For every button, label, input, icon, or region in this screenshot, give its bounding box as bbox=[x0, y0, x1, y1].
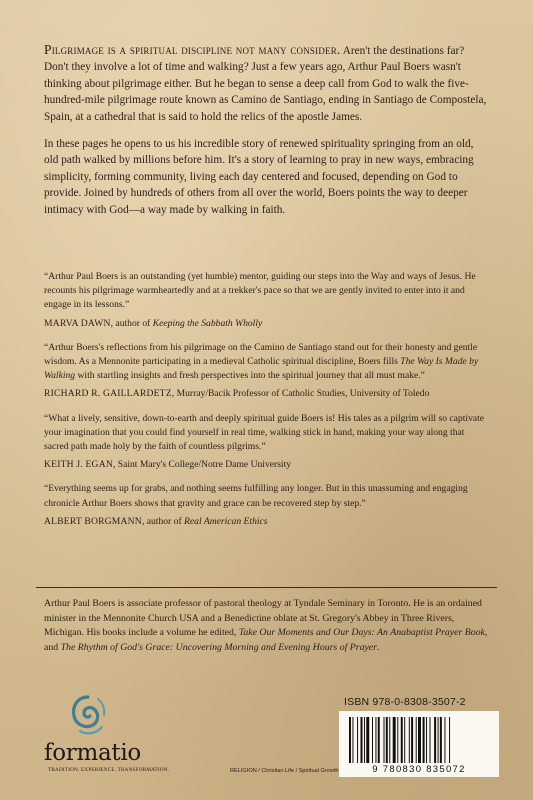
barcode-bar bbox=[449, 717, 450, 763]
endorsement-attribution bbox=[44, 515, 488, 529]
barcode-bar bbox=[393, 717, 396, 763]
endorser-work: Keeping the Sabbath Wholly bbox=[152, 317, 263, 329]
endorsement bbox=[44, 341, 488, 402]
barcode-bar bbox=[372, 717, 373, 763]
endorsement-text-part: with startling insights and fresh perspectives into the spiritual journey that all must make.” bbox=[75, 370, 425, 382]
endorsement-text: “Arthur Paul Boers is an outstanding (yet humble) mentor, guiding our steps into the Way and ways of Jesus. He recounts his pilgrimage warmheartedly and at a trekker's pace so that we are gently invited to enter into it and engage in its lessons.” bbox=[44, 271, 476, 311]
barcode-bar bbox=[378, 717, 380, 763]
barcode-icon bbox=[347, 717, 491, 763]
barcode-bar bbox=[418, 717, 421, 763]
barcode-bar bbox=[386, 717, 388, 763]
barcode-bar bbox=[389, 717, 390, 763]
barcode-bar bbox=[423, 717, 425, 763]
endorsement-attribution bbox=[44, 387, 488, 401]
endorsements bbox=[44, 270, 488, 539]
endorser-role: , Saint Mary's College/Notre Dame University bbox=[112, 459, 292, 471]
endorsement bbox=[44, 482, 488, 529]
barcode-bar bbox=[366, 717, 369, 763]
barcode-bar bbox=[438, 717, 439, 763]
barcode-bar bbox=[404, 717, 405, 763]
bio-text: . bbox=[376, 641, 380, 653]
barcode-digits: 9 780830 835072 bbox=[372, 764, 466, 775]
endorser-role: , Murray/Bacik Professor of Catholic Studies, University of Toledo bbox=[171, 388, 430, 400]
endorsement-text: “Everything seems up for grabs, and nothing seems fulfilling any longer. But in this unassuming and engaging chronicle Arthur Boers shows that gravity and grace can be recovered step by step.” bbox=[44, 483, 468, 509]
barcode-bar bbox=[375, 717, 376, 763]
intro-paragraph-1 bbox=[44, 42, 488, 125]
barcode-bar bbox=[364, 717, 365, 763]
endorser-role: , author of bbox=[110, 317, 153, 329]
barcode-bar bbox=[444, 717, 445, 763]
logo-wordmark: formatio bbox=[44, 740, 141, 766]
barcode-bar bbox=[409, 717, 410, 763]
barcode-bar bbox=[357, 717, 358, 763]
barcode-bar bbox=[411, 717, 413, 763]
isbn-label: ISBN 978-0-8308-3507-2 bbox=[344, 696, 466, 708]
endorsement-text-part: “Arthur Boers's reflections from his pilgrimage on the Camino de Santiago stand out for their honesty and gentle wisdom. As a Mennonite participating in a medieval Catholic spiritual discipline, Boers fills bbox=[44, 341, 478, 368]
barcode-bar bbox=[401, 717, 403, 763]
endorser-name: ALBERT BORGMANN bbox=[44, 515, 142, 527]
category-label: RELIGION / Christian Life / Spiritual Growth bbox=[230, 768, 339, 774]
bio-text: , and bbox=[44, 627, 488, 653]
author-bio bbox=[44, 597, 488, 655]
endorser-name: KEITH J. EGAN bbox=[44, 459, 113, 471]
barcode-bar bbox=[352, 717, 353, 763]
barcode-bar bbox=[384, 717, 385, 763]
barcode-bar bbox=[434, 717, 436, 763]
endorsement bbox=[44, 270, 488, 331]
barcode-bar bbox=[397, 717, 398, 763]
barcode-bar bbox=[361, 717, 363, 763]
barcode-bar bbox=[349, 717, 351, 763]
endorsement-text: “What a lively, sensitive, down-to-earth and deeply spiritual guide Boers is! His tales as a pilgrim will so captivate your imagination that you could find yourself in real time, walking stick in hand, making your way along that sacred path made holy by the faith of countless pilgrims.” bbox=[44, 412, 485, 453]
intro-section bbox=[44, 42, 488, 229]
book-title: The Way Is Made by Walking bbox=[44, 356, 479, 382]
endorser-name: RICHARD R. GAILLARDETZ bbox=[44, 388, 172, 400]
bio-book-title: Take Our Moments and Our Days: An Anabaptist Prayer Book bbox=[238, 627, 485, 639]
barcode bbox=[339, 711, 499, 777]
endorsement-attribution bbox=[44, 458, 488, 472]
divider-rule bbox=[36, 587, 497, 588]
publisher-logo bbox=[44, 693, 170, 783]
barcode-bar bbox=[430, 717, 431, 763]
bio-text: Arthur Paul Boers is associate professor of pastoral theology at Tyndale Seminary in Toronto. He is an ordained minister in the Mennonite Church USA and a Benedictine oblate at St. Gregory's Abbey in Three Rivers, Michigan. His books include a volume he edited, bbox=[44, 598, 482, 639]
endorser-role: , author of bbox=[141, 515, 185, 527]
logo-tagline: TRADITION. EXPERIENCE. TRANSFORMATION. bbox=[48, 767, 170, 773]
endorsement-attribution bbox=[44, 317, 488, 331]
barcode-bar bbox=[426, 717, 427, 763]
spiral-icon bbox=[68, 693, 108, 739]
endorser-name: MARVA DAWN bbox=[44, 317, 111, 329]
bio-book-title: The Rhythm of God's Grace: Uncovering Morning and Evening Hours of Prayer bbox=[60, 641, 377, 653]
barcode-bar bbox=[440, 717, 442, 763]
intro-paragraph-1-text: Aren't the destinations far? Don't they involve a lot of time and walking? Just a few years ago, Arthur Paul Boers wasn't thinking about pilgrimage either. But he began to sense a deep call from God to walk the five-hundred-mile pilgrimage route known as Camino de Santiago, ending in Santiago de Compostela, Spain, at a cathedral that is said to hold the relics of the apostle James. bbox=[44, 45, 487, 123]
endorsement bbox=[44, 412, 488, 473]
barcode-bar bbox=[416, 717, 417, 763]
lead-phrase: Pilgrimage is a spiritual discipline not many consider. bbox=[44, 42, 341, 57]
endorser-work: Real American Ethics bbox=[184, 515, 268, 527]
intro-paragraph-2: In these pages he opens to us his incredible story of renewed spirituality springing from an old, old path walked by millions before him. It's a story of learning to pray in new ways, embracing simplicity, forming community, living each day centered and focused, depending on God to provide. Joined by hundreds of others from all over the world, Boers points the way to deeper intimacy with God—a way made by walking in faith. bbox=[44, 138, 474, 216]
endorsement-text bbox=[44, 341, 488, 384]
